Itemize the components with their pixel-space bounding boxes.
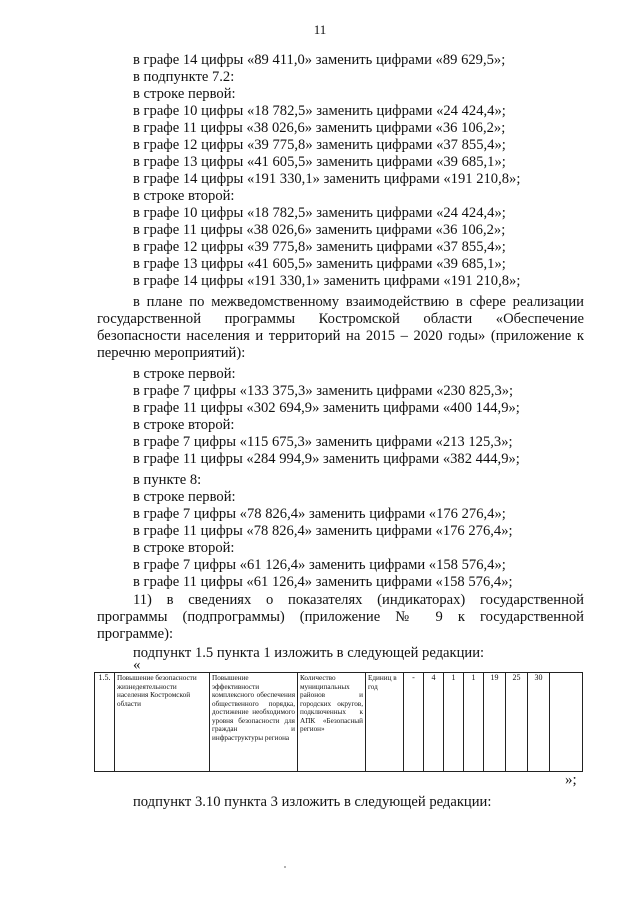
text-line: в графе 10 цифры «18 782,5» заменить цифрами «24 424,4»; <box>133 205 506 221</box>
text-line: в графе 12 цифры «39 775,8» заменить цифрами «37 855,4»; <box>133 137 506 153</box>
text-line: в графе 14 цифры «191 330,1» заменить цифрами «191 210,8»; <box>133 273 521 289</box>
text-line: в графе 7 цифры «115 675,3» заменить цифрами «213 125,3»; <box>133 434 513 450</box>
text-line: 11) в сведениях о показателях (индикаторах) государственной <box>133 592 584 608</box>
indicator-table <box>94 672 583 772</box>
table-row <box>95 673 583 772</box>
text-line: в строке второй: <box>133 188 235 204</box>
text-line: в графе 11 цифры «302 694,9» заменить цифрами «400 144,9»; <box>133 400 520 416</box>
text-line: в графе 11 цифры «38 026,6» заменить цифрами «36 106,2»; <box>133 222 506 238</box>
table-cell-number: 1.5. <box>95 673 115 772</box>
text-line: в графе 10 цифры «18 782,5» заменить цифрами «24 424,4»; <box>133 103 506 119</box>
text-line: подпункт 3.10 пункта 3 изложить в следующей редакции: <box>133 794 492 810</box>
text-line: подпункт 1.5 пункта 1 изложить в следующей редакции: <box>133 645 485 661</box>
text-line: государственной программы Костромской области «Обеспечение <box>97 311 584 327</box>
table-cell-indicator: Количество муниципальных районов и городских округов, подключенных к АПК «Безопасный регион» <box>298 673 366 772</box>
text-line: в строке первой: <box>133 86 236 102</box>
text-line: программы (подпрограммы) (приложение № 9 к государственной <box>97 609 584 625</box>
table-cell-value: 1 <box>464 673 484 772</box>
text-line: в графе 7 цифры «61 126,4» заменить цифрами «158 576,4»; <box>133 557 506 573</box>
table-cell-value: 4 <box>424 673 444 772</box>
text-line: в графе 14 цифры «191 330,1» заменить цифрами «191 210,8»; <box>133 171 521 187</box>
table-cell-empty <box>550 673 583 772</box>
table-cell-value: 1 <box>444 673 464 772</box>
text-line: в подпункте 7.2: <box>133 69 235 85</box>
table-cell-task: Повышение эффективности комплексного обеспечения общественного порядка, достижение необходимого уровня безопасности для граждан и инфраструктуры региона <box>210 673 298 772</box>
table-cell-value: 25 <box>506 673 528 772</box>
text-line: в строке первой: <box>133 366 236 382</box>
page-number: 11 <box>313 22 327 37</box>
text-line: в графе 11 цифры «284 994,9» заменить цифрами «382 444,9»; <box>133 451 520 467</box>
text-line: в графе 14 цифры «89 411,0» заменить цифрами «89 629,5»; <box>133 52 506 68</box>
opening-quote: « <box>133 657 141 673</box>
text-line: перечню мероприятий): <box>97 345 246 361</box>
text-line: в графе 11 цифры «61 126,4» заменить цифрами «158 576,4»; <box>133 574 513 590</box>
text-line: программе): <box>97 626 174 642</box>
text-line: безопасности населения и территорий на 2015 – 2020 годы» (приложение к <box>97 328 584 344</box>
table-cell-unit: Единиц в год <box>366 673 404 772</box>
table-cell-goal: Повышение безопасности жизнедеятельности населения Костромской области <box>115 673 210 772</box>
table-cell-value: - <box>404 673 424 772</box>
text-line: в графе 7 цифры «78 826,4» заменить цифрами «176 276,4»; <box>133 506 506 522</box>
text-line: в графе 7 цифры «133 375,3» заменить цифрами «230 825,3»; <box>133 383 514 399</box>
text-line: в пункте 8: <box>133 472 202 488</box>
text-line: в графе 11 цифры «38 026,6» заменить цифрами «36 106,2»; <box>133 120 506 136</box>
text-line: в графе 11 цифры «78 826,4» заменить цифрами «176 276,4»; <box>133 523 513 539</box>
table-cell-value: 19 <box>484 673 506 772</box>
closing-quote: »; <box>565 772 577 788</box>
text-line: в строке второй: <box>133 417 235 433</box>
table-cell-value: 30 <box>528 673 550 772</box>
text-line: в плане по межведомственному взаимодействию в сфере реализации <box>133 294 584 310</box>
text-line: в графе 13 цифры «41 605,5» заменить цифрами «39 685,1»; <box>133 256 506 272</box>
scan-speck <box>284 866 286 868</box>
text-line: в строке второй: <box>133 540 235 556</box>
text-line: в графе 13 цифры «41 605,5» заменить цифрами «39 685,1»; <box>133 154 506 170</box>
text-line: в графе 12 цифры «39 775,8» заменить цифрами «37 855,4»; <box>133 239 506 255</box>
text-line: в строке первой: <box>133 489 236 505</box>
